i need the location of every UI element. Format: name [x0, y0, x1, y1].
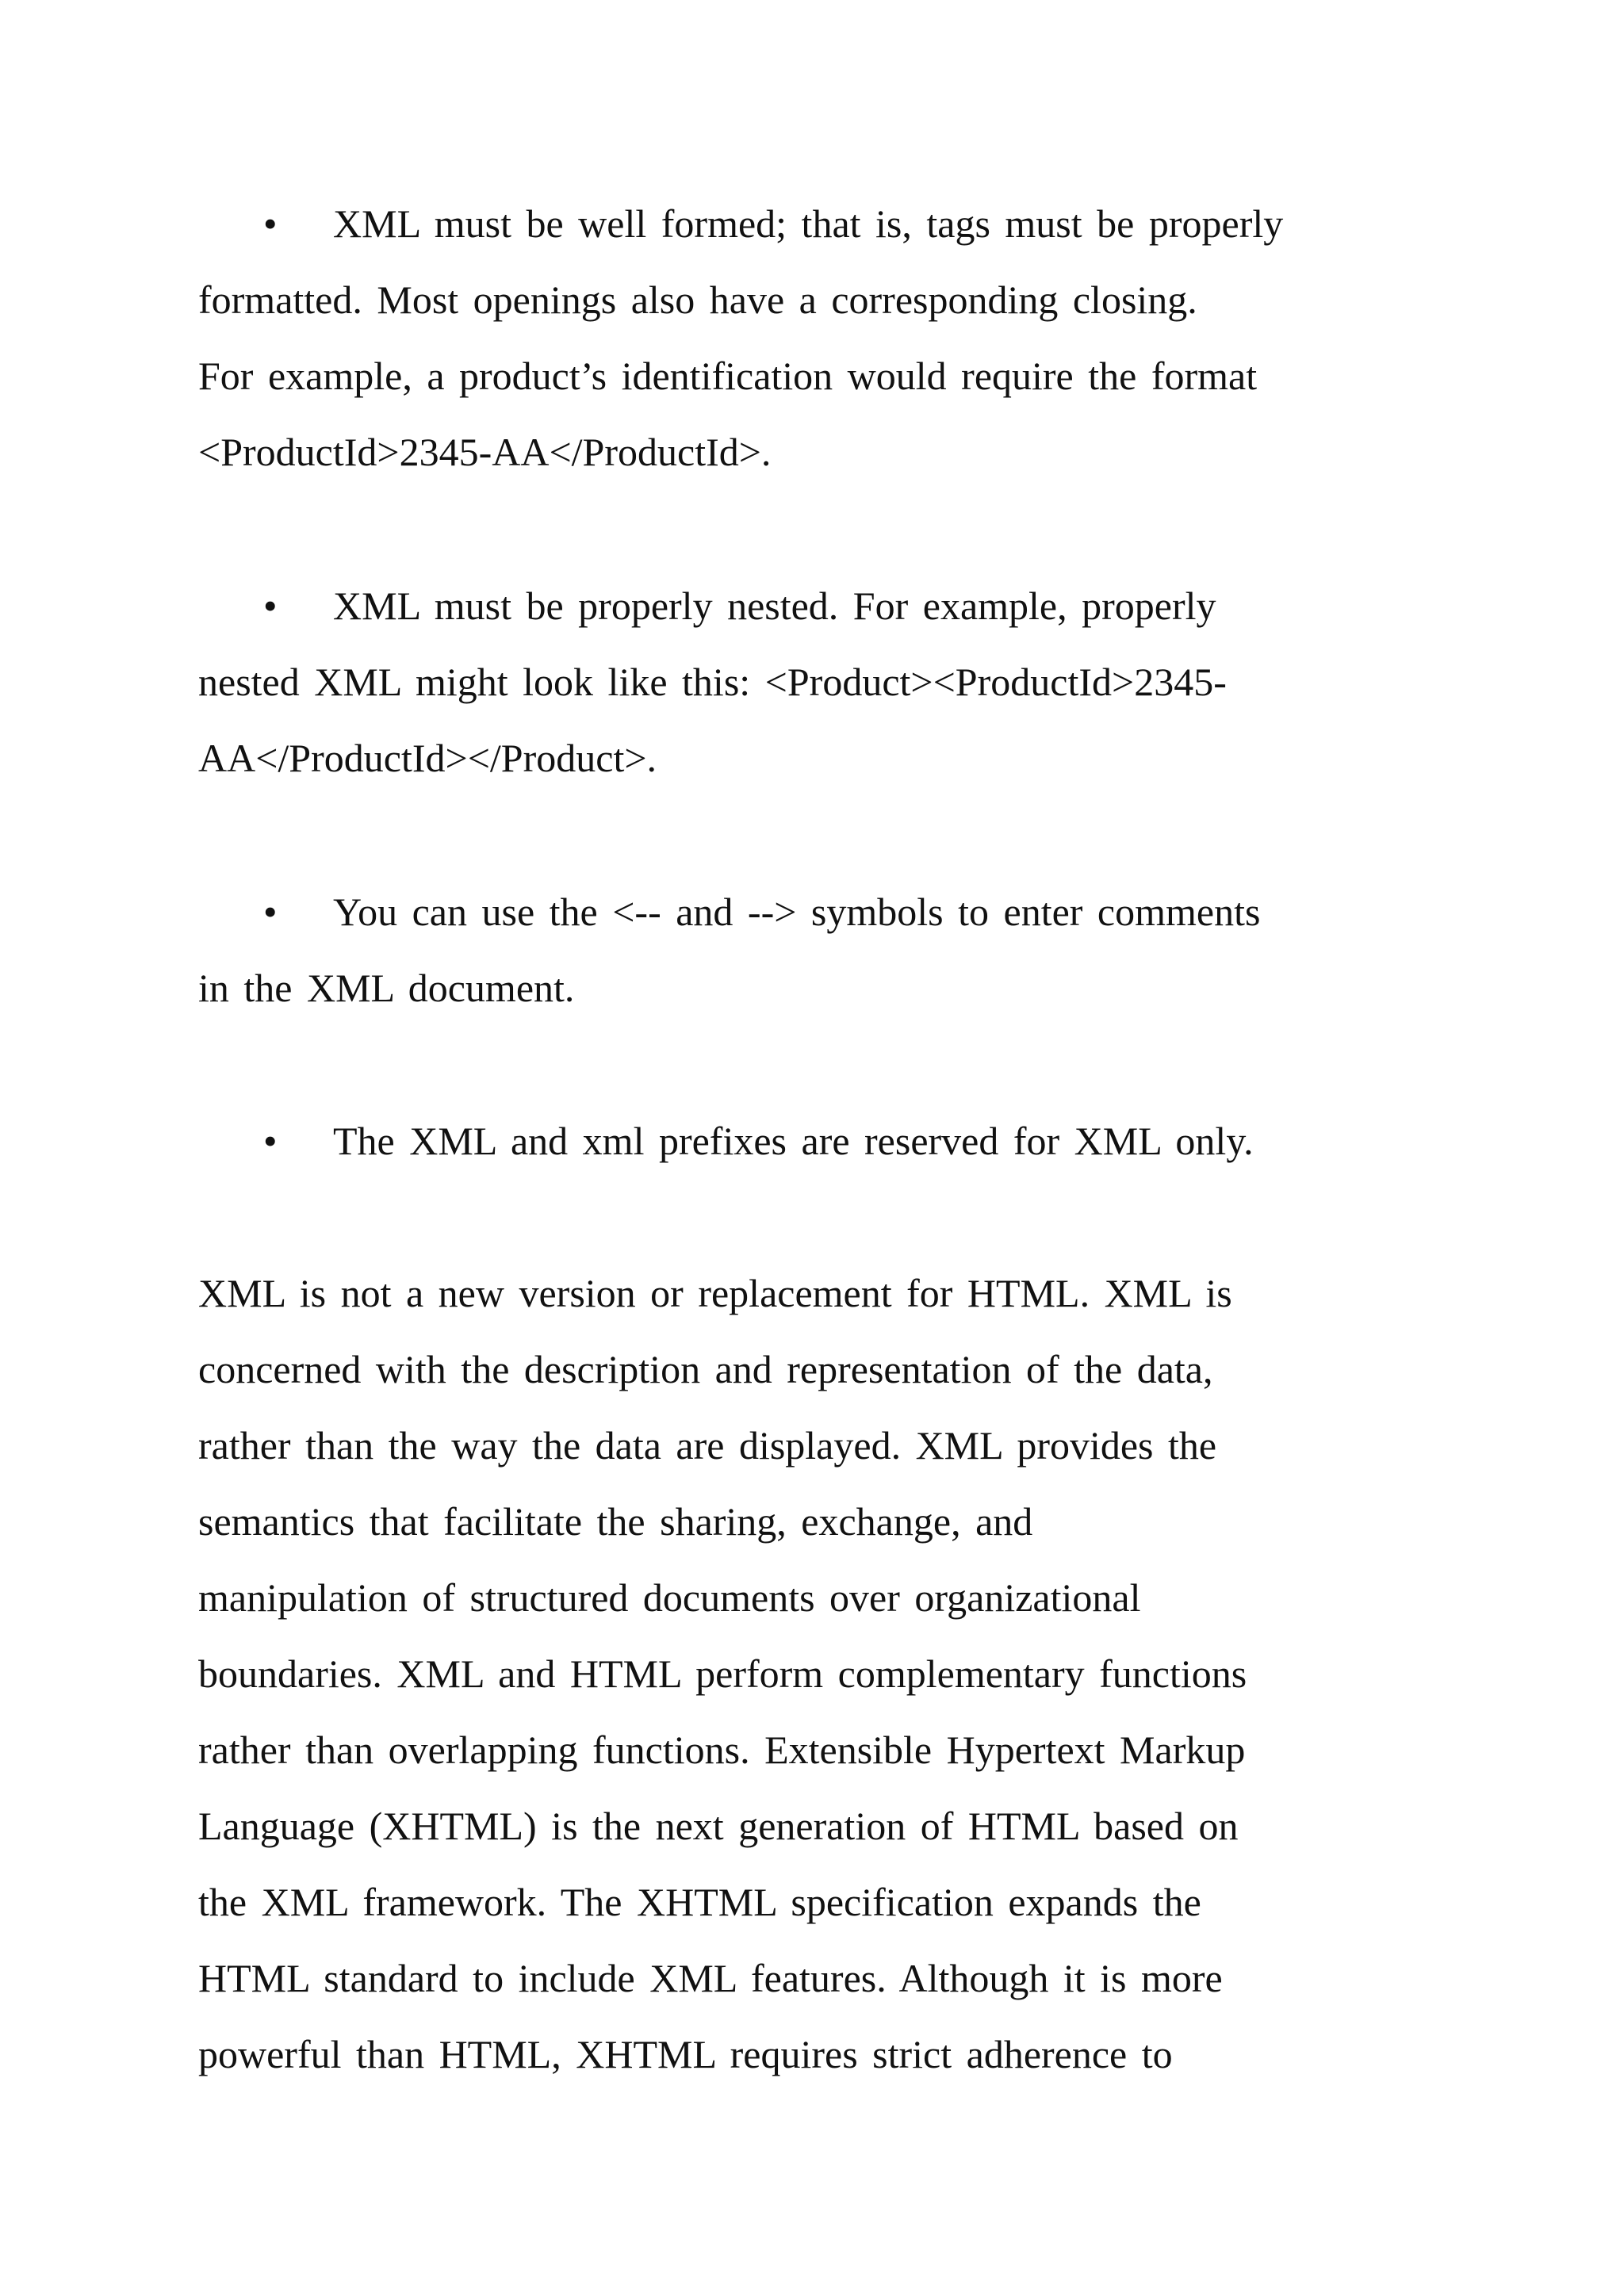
paragraph-line: powerful than HTML, XHTML requires strict adherence to	[198, 2032, 1173, 2076]
paragraph-line: Language (XHTML) is the next generation of HTML based on	[198, 1804, 1239, 1848]
paragraph-line: rather than overlapping functions. Extensible Hypertext Markup	[198, 1728, 1246, 1772]
bullet-text-line: in the XML document.	[198, 966, 575, 1010]
bullet-text-line: XML must be properly nested. For example, properly	[333, 584, 1216, 628]
paragraph-line: the XML framework. The XHTML specification expands the	[198, 1880, 1201, 1924]
bullet-text-line: formatted. Most openings also have a corresponding closing.	[198, 277, 1197, 322]
bullet-icon: •	[263, 584, 278, 628]
paragraph-line: HTML standard to include XML features. Although it is more	[198, 1956, 1223, 2000]
paragraph-line: concerned with the description and representation of the data,	[198, 1347, 1213, 1391]
bullet-item-well-formed	[198, 186, 1435, 490]
bullet-text-line: nested XML might look like this: <Product><ProductId>2345-	[198, 660, 1227, 704]
paragraph-line: rather than the way the data are displayed. XML provides the	[198, 1423, 1217, 1468]
paragraph-line: boundaries. XML and HTML perform complementary functions	[198, 1651, 1247, 1696]
bullet-item-nested	[198, 568, 1435, 796]
bullet-icon: •	[263, 890, 278, 934]
bullet-item-comments	[198, 874, 1435, 1026]
bullet-text-line: XML must be well formed; that is, tags must be properly	[333, 201, 1284, 246]
bullet-icon: •	[263, 201, 278, 246]
bullet-item-prefixes	[198, 1103, 1435, 1179]
bullet-text-line: For example, a product’s identification would require the format	[198, 354, 1258, 398]
bullet-text-line: <ProductId>2345-AA</ProductId>.	[198, 430, 772, 474]
paragraph-line: XML is not a new version or replacement for HTML. XML is	[198, 1271, 1232, 1315]
bullet-text-line: You can use the <-- and --> symbols to enter comments	[333, 890, 1261, 934]
bullet-text-line: The XML and xml prefixes are reserved for XML only.	[333, 1119, 1254, 1163]
bullet-icon: •	[263, 1119, 278, 1163]
bullet-text-line: AA</ProductId></Product>.	[198, 736, 657, 780]
body-paragraph	[198, 1255, 1435, 2092]
paragraph-line: manipulation of structured documents over organizational	[198, 1575, 1141, 1620]
paragraph-line: semantics that facilitate the sharing, exchange, and	[198, 1499, 1033, 1544]
